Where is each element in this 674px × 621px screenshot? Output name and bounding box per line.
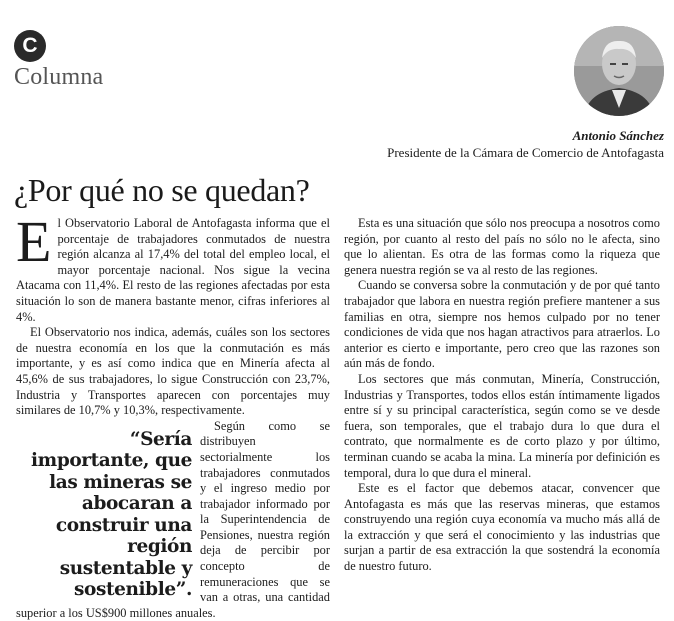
paragraph: Cuando se conversa sobre la conmutación y de por qué tanto trabajador que labora en nuestra región prefiere mantener a sus familias en otra, siempre nos hemos culpado por no tener condiciones de vida que nos hagan atractivos para atraerlos. Lo anterior es cierto e importante, pero creo que las razones son aún más de fondo.	[344, 278, 660, 371]
left-column	[16, 209, 330, 621]
author-role: Presidente de la Cámara de Comercio de Antofagasta	[387, 145, 664, 160]
paragraph: Este es el factor que debemos atacar, convencer que Antofagasta es más que las reservas mineras, que estamos construyendo una región cuya economía va mucho más allá de la extracción y que será el conocimiento y las industrias que surjan a partir de esa extracción la que sostendrá la economía de nuestro futuro.	[344, 481, 660, 574]
section-label: Columna	[14, 64, 104, 90]
drop-cap: E	[16, 209, 52, 274]
pull-quote: “Sería importante, que las mineras se abocaran a construir una región sustentable y sostenible”.	[31, 428, 192, 601]
right-column	[344, 216, 660, 575]
paragraph-text: l Observatorio Laboral de Antofagasta informa que el porcentaje de trabajadores conmutados de nuestra región alcanza al 17,4% del total del empleo local, el mayor porcentaje nacional. Nos sigue la vecina Atacama con 11,4%. El resto de las regiones afectadas por esta situación lo son de manera bastante menor, cifras inferiores al 4%.	[16, 216, 330, 324]
author-name: Antonio Sánchez	[572, 128, 664, 143]
paragraph	[16, 209, 330, 325]
paragraph: El Observatorio nos indica, además, cuáles son los sectores de nuestra economía en los que la conmutación es más importante, y es así como indica que en Minería afecta al 45,6% de sus trabajadores, lo sigue Construcción con 23,7%, Industria y Transportes aparecen con porcentajes muy similares de 10,7% y 10,3%, respectivamente. “Sería importante, que las mineras se abocaran a construir una región sustentable y sostenible”.	[16, 325, 330, 601]
author-photo	[574, 26, 664, 116]
headline: ¿Por qué no se quedan?	[14, 172, 310, 208]
column-badge: C	[14, 30, 46, 62]
paragraph: Esta es una situación que sólo nos preocupa a nosotros como región, por cuanto al resto del país no sólo no le afecta, sino que lo alientan. Es otra de las formas como la riqueza que genera nuestra región se va al resto de las regiones.	[344, 216, 660, 277]
paragraph: Según como se distribuyen sectorialmente los trabajadores conmutados y el ingreso medio por trabajador informado por la Superintendencia de Pensiones, nuestra región deja de percibir por concepto de remuneraciones que se van a otras, una cantidad superior a los US$900 millones anuales.	[16, 418, 330, 620]
paragraph: Los sectores que más conmutan, Minería, Construcción, Industrias y Transportes, todos ellos están íntimamente ligados entre sí y su principal característica, según como se ve desde fuera, son temporales, que el trabajo dura lo que dura el contrato, que normalmente es de corto plazo y por último, terminan cuando se acaba la mina. La minería por definición es temporal, dura lo que dura el mineral.	[344, 371, 660, 480]
